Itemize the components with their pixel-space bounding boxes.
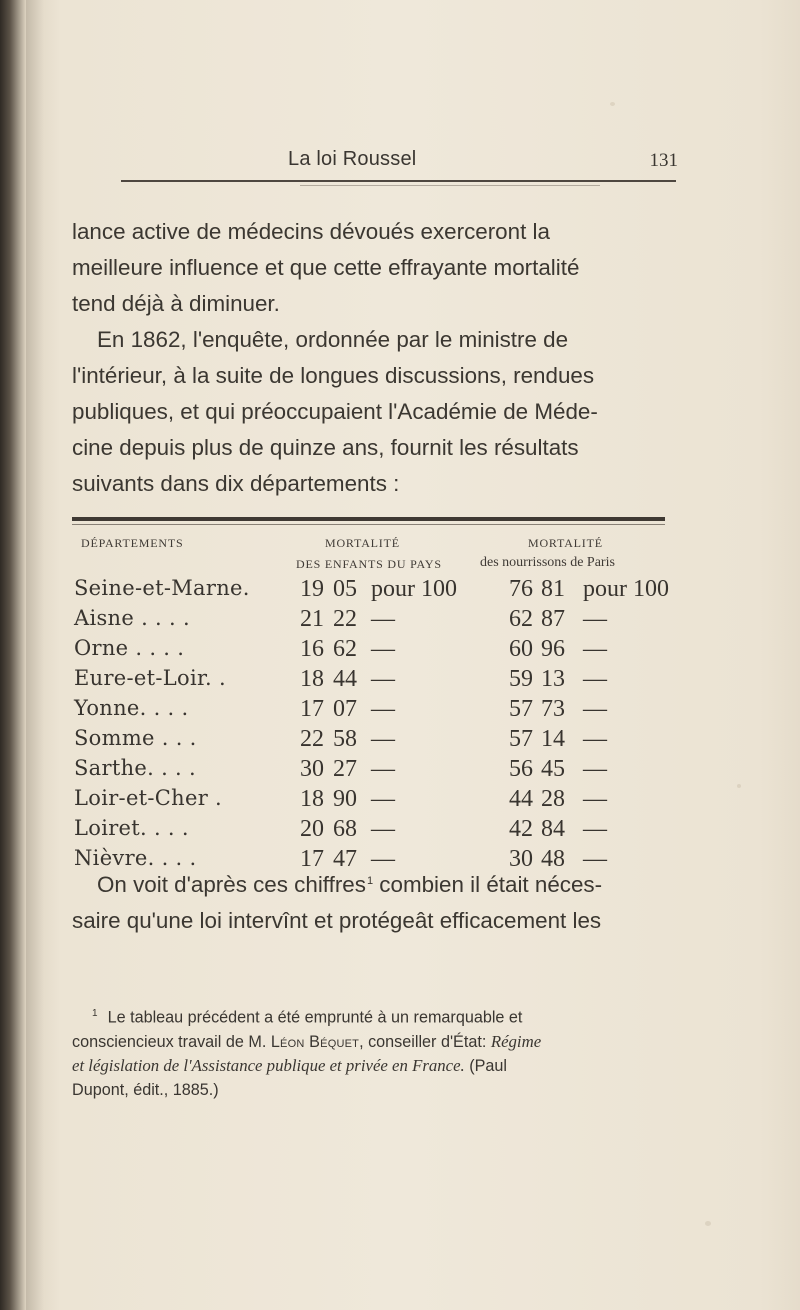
table-row <box>0 756 800 782</box>
local-mortality-whole: 30 <box>300 756 324 782</box>
footnote-title-start: Régime <box>490 1031 542 1051</box>
local-mortality-decimal: 47 <box>333 846 357 872</box>
footnote-author: Léon Béquet <box>270 1032 360 1051</box>
table-row <box>0 726 800 752</box>
paper-spot <box>705 1221 711 1226</box>
paris-infant-mortality-whole: 57 <box>509 696 533 722</box>
mortalite-paris-header: MORTALITÉ <box>528 536 603 550</box>
local-mortality-decimal: 07 <box>333 696 357 722</box>
paris-infant-mortality-whole: 56 <box>509 756 533 782</box>
local-mortality-whole: 17 <box>300 846 324 872</box>
footnote <box>72 1002 675 1102</box>
local-mortality-ditto: — <box>371 786 395 812</box>
paragraph-2-line-3: publiques, et qui préoccupaient l'Académie de Méde- <box>72 399 598 424</box>
table-top-rule-shadow <box>72 524 665 525</box>
department-name: Loiret. . . . <box>74 816 189 840</box>
footnote-line-3 <box>72 1054 675 1079</box>
paris-infant-mortality-unit: pour 100 <box>583 576 669 602</box>
paris-infant-mortality-whole: 76 <box>509 576 533 602</box>
footnote-publisher-start: (Paul <box>464 1057 508 1076</box>
footnote-line-2 <box>72 1030 675 1055</box>
paragraph-2 <box>72 322 674 502</box>
paris-infant-mortality-ditto: — <box>583 786 607 812</box>
page-number: 131 <box>649 150 678 171</box>
table-row <box>0 666 800 692</box>
paris-infant-mortality-whole: 44 <box>509 786 533 812</box>
paris-infant-mortality-decimal: 73 <box>541 696 565 722</box>
header-rule <box>121 180 676 182</box>
paris-infant-mortality-decimal: 87 <box>541 606 565 632</box>
footnote-line-4: Dupont, édit., 1885.) <box>72 1080 219 1099</box>
local-mortality-ditto: — <box>371 696 395 722</box>
page-header <box>0 140 800 176</box>
paper-spot <box>610 102 615 106</box>
department-name: Orne . . . . <box>74 636 185 660</box>
table-row <box>0 576 800 602</box>
paris-infant-mortality-ditto: — <box>583 756 607 782</box>
after-table-line-1-text <box>97 867 602 903</box>
department-name: Seine-et-Marne. <box>74 576 250 600</box>
table-header <box>0 536 800 576</box>
paris-infant-mortality-whole: 60 <box>509 636 533 662</box>
mortalite-pays-header: MORTALITÉ <box>325 536 400 550</box>
department-name: Loir-et-Cher . <box>74 786 223 810</box>
paris-infant-mortality-ditto: — <box>583 846 607 872</box>
paris-infant-mortality-ditto: — <box>583 636 607 662</box>
after-table-line-1 <box>72 867 674 903</box>
after-table-line-1-end: combien il était néces- <box>373 872 603 897</box>
mortalite-pays-subheader: DES ENFANTS DU PAYS <box>296 557 442 571</box>
departements-header: DÉPARTEMENTS <box>81 536 184 550</box>
paris-infant-mortality-decimal: 13 <box>541 666 565 692</box>
local-mortality-whole: 16 <box>300 636 324 662</box>
footnote-line-1-content: Le tableau précédent a été emprunté à un remarquable et <box>107 1008 523 1027</box>
department-name: Nièvre. . . . <box>74 846 197 870</box>
table-row <box>0 786 800 812</box>
paris-infant-mortality-whole: 59 <box>509 666 533 692</box>
local-mortality-whole: 20 <box>300 816 324 842</box>
local-mortality-decimal: 58 <box>333 726 357 752</box>
department-name: Sarthe. . . . <box>74 756 196 780</box>
local-mortality-ditto: — <box>371 756 395 782</box>
local-mortality-decimal: 05 <box>333 576 357 602</box>
table-row <box>0 816 800 842</box>
local-mortality-whole: 18 <box>300 786 324 812</box>
footnote-line-1-text <box>92 1002 522 1030</box>
department-name: Eure-et-Loir. . <box>74 666 226 690</box>
local-mortality-decimal: 22 <box>333 606 357 632</box>
paris-infant-mortality-ditto: — <box>583 666 607 692</box>
footnote-marker: 1 <box>92 1008 98 1019</box>
local-mortality-ditto: — <box>371 606 395 632</box>
paris-infant-mortality-decimal: 81 <box>541 576 565 602</box>
paris-infant-mortality-whole: 57 <box>509 726 533 752</box>
local-mortality-whole: 21 <box>300 606 324 632</box>
local-mortality-decimal: 44 <box>333 666 357 692</box>
local-mortality-ditto: — <box>371 666 395 692</box>
paragraph-after-table <box>72 867 674 939</box>
paragraph-2-line-4: cine depuis plus de quinze ans, fournit les résultats <box>72 435 579 460</box>
paris-infant-mortality-ditto: — <box>583 816 607 842</box>
paris-infant-mortality-ditto: — <box>583 606 607 632</box>
local-mortality-whole: 19 <box>300 576 324 602</box>
paris-infant-mortality-decimal: 28 <box>541 786 565 812</box>
paragraph-1-line-2-text: meilleure influence et que cette effrayante mortalité <box>72 255 580 280</box>
paragraph-2-line-1: En 1862, l'enquête, ordonnée par le ministre de <box>97 327 569 352</box>
local-mortality-decimal: 62 <box>333 636 357 662</box>
local-mortality-unit: pour 100 <box>371 576 457 602</box>
local-mortality-decimal: 68 <box>333 816 357 842</box>
paris-infant-mortality-ditto: — <box>583 696 607 722</box>
footnote-title-end: et législation de l'Assistance publique et privée en France. <box>72 1056 465 1076</box>
paris-infant-mortality-decimal: 14 <box>541 726 565 752</box>
running-title: La loi Roussel <box>288 148 417 170</box>
local-mortality-whole: 18 <box>300 666 324 692</box>
footnote-line-2-start: consciencieux travail de M. <box>72 1032 271 1051</box>
footnote-line-1 <box>72 1002 675 1030</box>
footnote-line-2-mid: , conseiller d'État: <box>359 1032 491 1051</box>
paris-infant-mortality-ditto: — <box>583 726 607 752</box>
paragraph-1 <box>72 214 674 322</box>
local-mortality-whole: 17 <box>300 696 324 722</box>
department-name: Yonne. . . . <box>74 696 189 720</box>
paragraph-1-line-1 <box>72 214 674 250</box>
paris-infant-mortality-decimal: 84 <box>541 816 565 842</box>
local-mortality-ditto: — <box>371 726 395 752</box>
local-mortality-ditto: — <box>371 636 395 662</box>
paragraph-1-line-1-text: lance active de médecins dévoués exerceront la <box>72 219 550 244</box>
local-mortality-decimal: 27 <box>333 756 357 782</box>
local-mortality-ditto: — <box>371 846 395 872</box>
mortalite-paris-subheader: des nourrissons de Paris <box>480 555 615 570</box>
department-name: Aisne . . . . <box>74 606 190 630</box>
paris-infant-mortality-decimal: 48 <box>541 846 565 872</box>
paris-infant-mortality-decimal: 96 <box>541 636 565 662</box>
paragraph-1-line-2 <box>72 250 674 286</box>
paragraph-2-line-5: suivants dans dix départements : <box>72 471 400 496</box>
department-name: Somme . . . <box>74 726 197 750</box>
table-row <box>0 696 800 722</box>
paris-infant-mortality-whole: 62 <box>509 606 533 632</box>
after-table-line-2: saire qu'une loi intervînt et protégeât efficacement les <box>72 908 602 933</box>
local-mortality-whole: 22 <box>300 726 324 752</box>
header-rule-faint <box>300 185 600 186</box>
paragraph-1-line-3: tend déjà à diminuer. <box>72 291 280 316</box>
table-row <box>0 636 800 662</box>
paris-infant-mortality-whole: 42 <box>509 816 533 842</box>
table-row <box>0 606 800 632</box>
paragraph-2-line-2: l'intérieur, à la suite de longues discussions, rendues <box>72 363 595 388</box>
paris-infant-mortality-decimal: 45 <box>541 756 565 782</box>
after-table-line-1-start: On voit d'après ces chiffres <box>97 872 366 897</box>
local-mortality-ditto: — <box>371 816 395 842</box>
local-mortality-decimal: 90 <box>333 786 357 812</box>
footnote-reference: 1 <box>366 874 374 887</box>
table-top-rule <box>72 517 665 521</box>
paris-infant-mortality-whole: 30 <box>509 846 533 872</box>
mortality-table <box>0 576 800 872</box>
